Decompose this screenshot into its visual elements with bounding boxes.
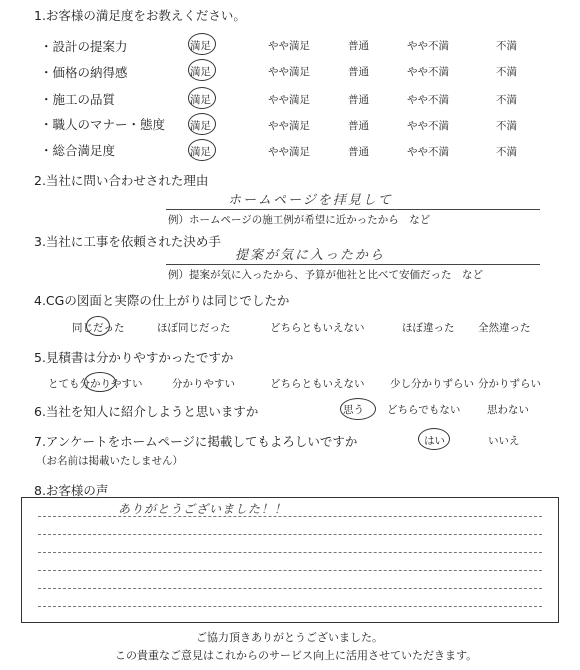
q1-opt-neutral[interactable]: 普通 [348,146,369,158]
q8-title: 8.お客様の声 [34,483,109,498]
q1-opt-neutral[interactable]: 普通 [348,66,369,78]
q3-title: 3.当社に工事を依頼された決め手 [34,234,221,249]
q4-opt-same[interactable]: 同じだった [72,322,125,334]
q1-title: 1.お客様の満足度をお教えください。 [34,8,246,23]
selection-circle [340,398,376,420]
q1-row-label: ・総合満足度 [40,143,116,158]
q1-row-label: ・職人のマナー・態度 [40,117,166,132]
selection-circle [84,372,116,392]
selection-circle [188,113,216,135]
q1-opt-unsatisfied[interactable]: 不満 [496,146,517,158]
q3-answer[interactable]: 提案が気に入ったから [235,248,386,263]
comment-line [38,534,542,535]
q4-opt-almost-different[interactable]: ほぼ違った [402,322,455,334]
q1-opt-neutral[interactable]: 普通 [348,94,369,106]
q1-opt-somewhat-unsatisfied[interactable]: やや不満 [407,94,449,106]
q1-opt-somewhat-satisfied[interactable]: やや満足 [268,146,310,158]
q7-opt-no[interactable]: いいえ [488,435,520,447]
selection-circle [188,87,216,109]
q1-row-label: ・設計の提案力 [40,39,128,54]
footer-thanks: ご協力頂きありがとうございました。 [196,631,383,644]
comment-line [38,588,542,589]
q6-opt-neutral[interactable]: どちらでもない [387,404,461,416]
q6-opt-yes[interactable]: 思う [343,404,364,416]
q1-row-label: ・価格の納得感 [40,65,128,80]
q1-opt-somewhat-satisfied[interactable]: やや満足 [268,94,310,106]
q4-title: 4.CGの図面と実際の仕上がりは同じでしたか [34,293,290,308]
q2-example: 例）ホームページの施工例が希望に近かったから など [168,214,431,226]
q3-answer-line [166,264,540,265]
q1-opt-satisfied[interactable]: 満足 [190,120,211,132]
q5-opt-neutral[interactable]: どちらともいえない [270,378,365,390]
q3-example: 例）提案が気に入ったから、予算が他社と比べて安価だった など [168,269,483,281]
selection-circle [188,33,216,55]
selection-circle [86,316,110,336]
q6-opt-no[interactable]: 思わない [487,404,529,416]
q5-opt-somewhat-hard[interactable]: 少し分かりずらい [390,378,474,390]
q1-opt-unsatisfied[interactable]: 不満 [496,120,517,132]
q1-opt-somewhat-satisfied[interactable]: やや満足 [268,120,310,132]
q7-opt-yes[interactable]: はい [424,435,445,447]
q1-opt-unsatisfied[interactable]: 不満 [496,40,517,52]
selection-circle [188,139,216,161]
q2-answer-line [166,209,540,210]
q4-opt-totally-different[interactable]: 全然違った [478,322,531,334]
q1-opt-somewhat-unsatisfied[interactable]: やや不満 [407,66,449,78]
q1-opt-somewhat-satisfied[interactable]: やや満足 [268,66,310,78]
q1-opt-unsatisfied[interactable]: 不満 [496,66,517,78]
q1-opt-somewhat-satisfied[interactable]: やや満足 [268,40,310,52]
q1-row-label: ・施工の品質 [40,92,116,107]
q1-opt-satisfied[interactable]: 満足 [190,66,211,78]
q1-opt-satisfied[interactable]: 満足 [190,40,211,52]
footer-message: この貴重なご意見はこれからのサービス向上に活用させていただきます。 [115,649,478,662]
q5-title: 5.見積書は分かりやすかったですか [34,350,234,365]
comment-line [38,606,542,607]
q1-opt-somewhat-unsatisfied[interactable]: やや不満 [407,120,449,132]
q2-title: 2.当社に問い合わせされた理由 [34,173,209,188]
q1-opt-neutral[interactable]: 普通 [348,120,369,132]
q1-opt-satisfied[interactable]: 満足 [190,94,211,106]
q5-opt-easy[interactable]: 分かりやすい [172,378,235,390]
q1-opt-somewhat-unsatisfied[interactable]: やや不満 [407,146,449,158]
q4-opt-almost-same[interactable]: ほぼ同じだった [157,322,231,334]
q8-answer[interactable]: ありがとうございました！！ [118,502,288,516]
q7-title: 7.アンケートをホームページに掲載してもよろしいですか [34,434,358,449]
comment-line [38,570,542,571]
q4-opt-neutral[interactable]: どちらともいえない [270,322,365,334]
q1-opt-satisfied[interactable]: 満足 [190,146,211,158]
q1-opt-somewhat-unsatisfied[interactable]: やや不満 [407,40,449,52]
selection-circle [418,428,450,450]
q5-opt-hard[interactable]: 分かりずらい [478,378,541,390]
q2-answer[interactable]: ホームページを拝見して [228,193,393,208]
q6-title: 6.当社を知人に紹介しようと思いますか [34,404,259,419]
q5-opt-very-easy[interactable]: とても分かりやすい [48,378,143,390]
selection-circle [188,59,216,81]
q1-opt-neutral[interactable]: 普通 [348,40,369,52]
q7-note: （お名前は掲載いたしません） [36,455,183,467]
comment-line [38,552,542,553]
q1-opt-unsatisfied[interactable]: 不満 [496,94,517,106]
comment-line [38,516,542,517]
